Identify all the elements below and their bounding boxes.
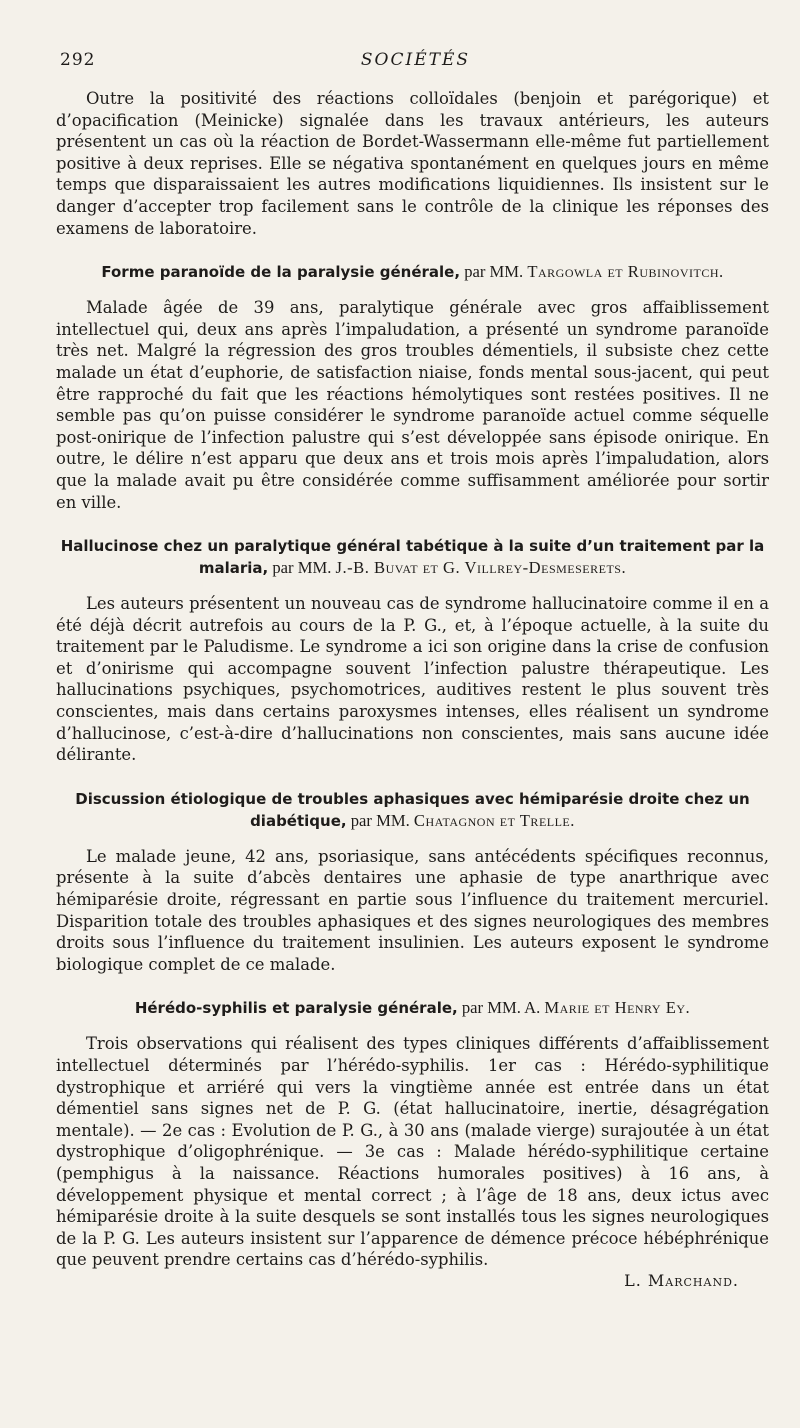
section-heading-1 (56, 261, 769, 283)
authors-prefix: par MM. A. (457, 998, 545, 1018)
section-heading-3 (56, 788, 769, 832)
intro-paragraph: Outre la positivité des réactions colloïdales (benjoin et parégorique) et d’opacification (Meinicke) signalée dans les travaux antérieurs, les auteurs présentent un cas où la réaction de Bordet-Wassermann elle-même fut partiellement positive à deux reprises. Elle se négativa spontanément en quelques jours en même temps que disparaissaient les autres modifications liquidiennes. Ils insistent sur le danger d’accepter trop facilement sans le contrôle de la clinique les réponses des examens de laboratoire. (56, 89, 769, 238)
section-body-3: Le malade jeune, 42 ans, psoriasique, sans antécédents spécifiques reconnus, présente à la suite d’abcès dentaires une aphasie de type anarthrique avec hémiparésie droite, régressant en partie sous l’influence du traitement mercuriel. Disparition totale des troubles aphasiques et des signes neurologiques des membres droits sous l’influence du traitement insulinien. Les auteurs exposent le syndrome biologique complet de ce malade. (56, 846, 769, 974)
authors-names: Chatagnon et Trelle. (413, 810, 575, 830)
page-number: 292 (60, 50, 96, 70)
section-body-2: Les auteurs présentent un nouveau cas de syndrome hallucinatoire comme il en a été déjà décrit autrefois au cours de la P. G., et, à l’époque actuelle, à la suite du traitement par le Paludisme. Le syndrome a ici son origine dans la crise de confusion et d’onirisme qui accompagne souvent l’infection palustre thérapeutique. Les hallucinations psychiques, psychomotrices, auditives restent le plus souvent très conscientes, mais dans certains paroxysmes intenses, elles réalisent un syndrome d’hallucinose, c’est-à-dire d’hallucinations non conscientes, mais sans aucune idée délirante. (56, 594, 769, 765)
running-title: SOCIÉTÉS (360, 50, 471, 70)
page-content (56, 88, 769, 1290)
section-title: Hallucinose chez un paralytique général tabétique à la suite d’un traitement par la malaria, (60, 537, 765, 578)
section-heading-4 (56, 997, 769, 1019)
authors-prefix: par MM. (346, 810, 414, 830)
authors-names: Targowla et Rubinovitch. (527, 262, 724, 282)
section-heading-2 (56, 535, 769, 579)
authors-names: Marie et Henry Ey. (544, 998, 691, 1018)
section-title: Hérédo-syphilis et paralysie générale, (134, 999, 458, 1018)
authors-prefix: par MM. (460, 262, 528, 282)
section-body-1: Malade âgée de 39 ans, paralytique générale avec gros affaiblissement intellectuel qui, deux ans après l’impaludation, a présenté un syndrome paranoïde très net. Malgré la régression des gros troubles démentiels, il subsiste chez cette malade un état d’euphorie, de satisfaction niaise, fonds mental sous-jacent, qui peut être rapproché du fait que les réactions hémolytiques sont restées positives. Il ne semble pas qu’on puisse considérer le syndrome paranoïde actuel comme séquelle post-onirique de l’infection palustre qui s’est développée sans épisode onirique. En outre, le délire n’est apparu que deux ans et trois mois après l’impaludation, alors que la malade avait pu être considérée comme suffisamment améliorée pour sortir en ville. (56, 298, 769, 512)
section-title: Forme paranoïde de la paralysie générale, (101, 263, 461, 282)
page-header (60, 50, 760, 76)
section-title: Discussion étiologique de troubles aphasiques avec hémiparésie droite chez un diabétique, (75, 789, 750, 830)
author-signature: L. Marchand. (624, 1270, 739, 1290)
authors-names: J.-B. Buvat et G. Villrey-Desmeserets. (335, 558, 627, 578)
section-body-4: Trois observations qui réalisent des types cliniques différents d’affaiblissement intellectuel déterminés par l’hérédo-syphilis. 1er cas : Hérédo-syphilitique dystrophique et arriéré qui vers la vingtième année est entrée dans un état démentiel sans signes net de P. G. (état hallucinatoire, inertie, désagrégation mentale). — 2e cas : Evolution de P. G., à 30 ans (malade vierge) surajoutée à un état dystrophique d’oligophrénique. — 3e cas : Malade hérédo-syphilitique certaine (pemphigus à la naissance. Réactions humorales positives) à 16 ans, à développement physique et mental correct ; à l’âge de 18 ans, deux ictus avec hémiparésie droite à la suite desquels se sont installés tous les signes neurologiques de la P. G. Les auteurs insistent sur l’apparence de démence précoce hébéphrénique que peuvent prendre certains cas d’hérédo-syphilis. (56, 1034, 769, 1270)
authors-prefix: par MM. (268, 558, 336, 578)
